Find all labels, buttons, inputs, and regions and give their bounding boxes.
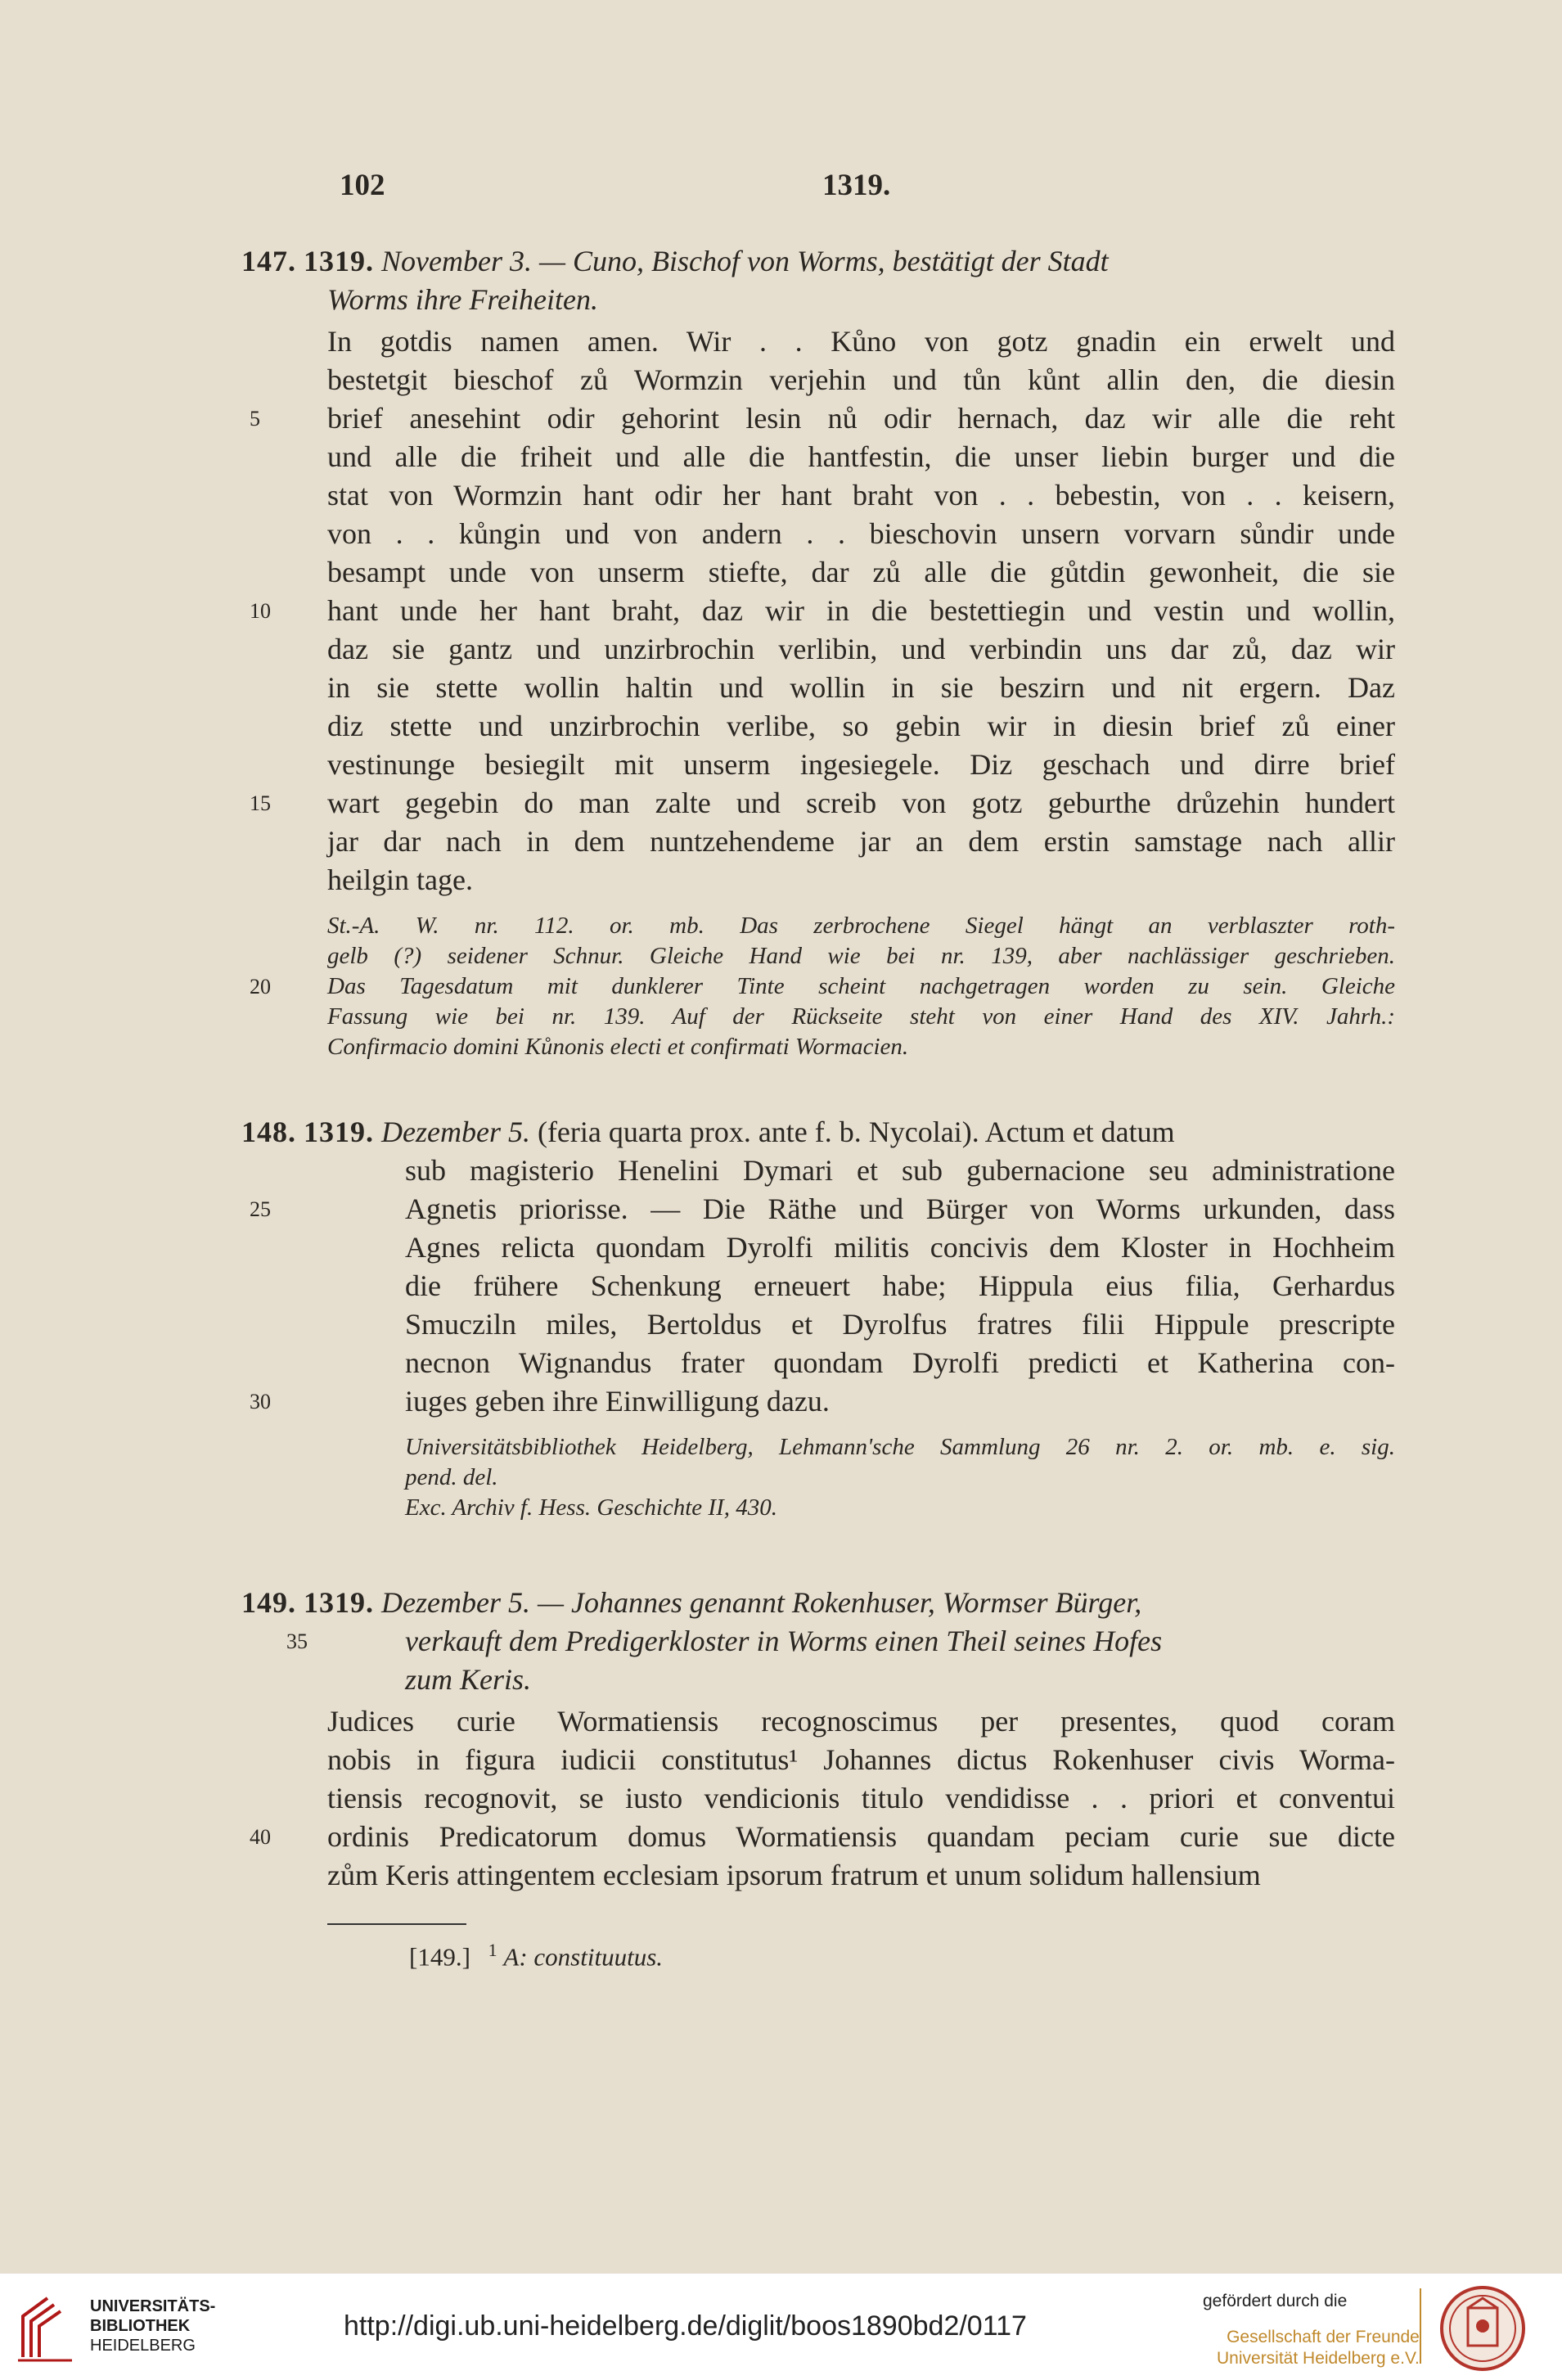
line-text: daz sie gantz und unzirbrochin verlibin, und verbindin uns dar zů, daz wir [327,633,1395,665]
line-number: 40 [250,1825,271,1849]
line-text: Agnes relicta quondam Dyrolfi militis concivis dem Kloster in Hochheim [405,1231,1395,1264]
line-text: sub magisterio Henelini Dymari et sub gubernacione seu administratione [405,1154,1395,1187]
entry-title-cont: zum Keris. [405,1663,532,1696]
line-number: 20 [250,975,271,998]
entry-title-line [241,1622,1395,1661]
text-line [327,553,1395,592]
entry-title: Dezember 5. — Johannes genannt Rokenhuser, Wormser Bürger, [381,1586,1142,1619]
line-number: 35 [286,1629,308,1653]
footnote-rule [327,1923,466,1925]
entry-title: (feria quarta prox. ante f. b. Nycolai). Actum et datum [537,1116,1175,1148]
text-line [250,1190,1395,1228]
entry-number: 148. [241,1116,296,1148]
text-line [327,476,1395,515]
line-text: tiensis recognovit, se iusto vendicionis titulo vendidisse . . priori et conventui [327,1782,1395,1814]
text-line [327,630,1395,669]
line-text: die frühere Schenkung erneuert habe; Hippula eius filia, Gerhardus [405,1269,1395,1302]
entry-year: 1319. [304,245,374,277]
line-text: heilgin tage. [327,863,473,896]
line-text: wart gegebin do man zalte und screib von gotz geburthe drůzehin hundert [327,787,1395,819]
page-number: 102 [340,169,385,202]
text-line [327,941,1395,971]
university-library-logo-icon [15,2292,80,2362]
text-line [250,971,1395,1002]
permalink-url[interactable]: http://digi.ub.uni-heidelberg.de/diglit/boos1890bd2/0117 [344,2310,1027,2342]
line-text: bestetgit bieschof zů Wormzin verjehin und tůn kůnt allin den, die diesin [327,363,1395,396]
line-text: jar dar nach in dem nuntzehendeme jar an dem erstin samstage nach allir [327,825,1395,858]
entry-text [250,1152,1395,1421]
line-text: in sie stette wollin haltin und wollin in sie beszirn und nit ergern. Daz [327,671,1395,704]
library-name-line: UNIVERSITÄTS- [90,2297,216,2315]
line-text: pend. del. [405,1464,498,1490]
line-text: nobis in figura iudicii constitutus¹ Johannes dictus Rokenhuser civis Worma- [327,1743,1395,1776]
entry-title-line [241,281,1395,319]
line-text: In gotdis namen amen. Wir . . Kůno von gotz gnadin ein erwelt und [327,325,1395,358]
line-text: Das Tagesdatum mit dunklerer Tinte scheint nachgetragen worden zu sein. Gleiche [327,973,1395,999]
text-line [327,911,1395,941]
entry-148 [241,1113,1395,1523]
text-line [327,1779,1395,1818]
line-text: ordinis Predicatorum domus Wormatiensis quandam peciam curie sue dicte [327,1820,1395,1853]
text-line [327,669,1395,707]
library-name [90,2297,215,2355]
line-text: Judices curie Wormatiensis recognoscimus per presentes, quod coram [327,1705,1395,1738]
text-line [405,1267,1395,1305]
entry-title-line [241,1584,1395,1622]
entry-notes [405,1432,1395,1523]
entry-title-line [241,1661,1395,1699]
entry-147 [241,242,1395,1062]
line-text: besampt unde von unserm stiefte, dar zů alle die gůtdin gewonheit, die sie [327,556,1395,588]
text-line [327,1002,1395,1032]
entry-text [250,322,1395,899]
text-line [327,1856,1395,1895]
society-name-line: Universität Heidelberg e.V. [1217,2349,1420,2368]
text-line [405,1152,1395,1190]
line-text: Fassung wie bei nr. 139. Auf der Rückseite steht von einer Hand des XIV. Jahrh.: [327,1003,1395,1030]
text-line [327,823,1395,861]
text-line [327,438,1395,476]
footnote-mark: 1 [488,1940,497,1960]
text-line [327,861,1395,899]
text-line [327,322,1395,361]
line-text: Universitätsbibliothek Heidelberg, Lehmann'sche Sammlung 26 nr. 2. or. mb. e. sig. [405,1434,1395,1460]
line-text: Confirmacio domini Kůnonis electi et confirmati Wormacien. [327,1034,909,1060]
text-line [250,592,1395,630]
sponsor-label: gefördert durch die [1203,2292,1348,2310]
society-name-line: Gesellschaft der Freunde [1227,2328,1420,2346]
entry-title-cont: Worms ihre Freiheiten. [327,283,598,316]
line-number: 25 [250,1197,271,1221]
text-line [405,1493,1395,1523]
text-line [327,515,1395,553]
line-text: stat von Wormzin hant odir her hant braht von . . bebestin, von . . keisern, [327,479,1395,512]
entry-year: 1319. [304,1586,374,1619]
text-line [405,1344,1395,1382]
entry-title: November 3. — Cuno, Bischof von Worms, bestätigt der Stadt [381,245,1109,277]
entry-text [250,1702,1395,1895]
text-line [327,361,1395,399]
line-text: St.-A. W. nr. 112. or. mb. Das zerbrochene Siegel hängt an verblaszter roth- [327,913,1395,939]
text-line [250,399,1395,438]
text-line [405,1305,1395,1344]
footnote-ref: [149.] [409,1942,470,1972]
viewer-footer [0,2274,1562,2380]
text-line [327,1032,1395,1062]
library-name-line: HEIDELBERG [90,2337,196,2355]
entry-date: Dezember 5. [381,1116,530,1148]
line-text: Smucziln miles, Bertoldus et Dyrolfus fratres filii Hippule prescripte [405,1308,1395,1341]
line-text: und alle die friheit und alle die hantfestin, die unser liebin burger und die [327,440,1395,473]
line-text: gelb (?) seidener Schnur. Gleiche Hand wie bei nr. 139, aber nachlässiger geschrieben. [327,943,1395,969]
line-text: necnon Wignandus frater quondam Dyrolfi predicti et Katherina con- [405,1346,1395,1379]
entry-number: 149. [241,1586,296,1619]
line-text: vestinunge besiegilt mit unserm ingesiegele. Diz geschach und dirre brief [327,748,1395,781]
text-line [405,1228,1395,1267]
line-text: iuges geben ihre Einwilligung dazu. [405,1385,830,1418]
line-text: Agnetis priorisse. — Die Räthe und Bürger von Worms urkunden, dass [405,1192,1395,1225]
line-text: zům Keris attingentem ecclesiam ipsorum fratrum et unum solidum hallensium [327,1859,1261,1891]
line-text: von . . kůngin und von andern . . bieschovin unsern vorvarn sůndir unde [327,517,1395,550]
text-line [327,1741,1395,1779]
text-line [327,746,1395,784]
footnote [409,1940,663,1972]
text-line [250,1818,1395,1856]
line-number: 10 [250,599,271,623]
society-name [1217,2327,1420,2369]
line-number: 5 [250,407,260,430]
entry-number: 147. [241,245,296,277]
library-name-line: BIBLIOTHEK [90,2317,191,2335]
entry-title-cont: verkauft dem Predigerkloster in Worms einen Theil seines Hofes [405,1625,1163,1657]
footer-divider [1420,2288,1421,2364]
line-text: brief anesehint odir gehorint lesin nů odir hernach, daz wir alle die reht [327,402,1395,435]
footnote-text: A: constituutus. [503,1942,664,1972]
entry-title-line [241,242,1395,281]
line-text: Exc. Archiv f. Hess. Geschichte II, 430. [405,1494,777,1521]
line-text: hant unde her hant braht, daz wir in die bestettiegin und vestin und wollin, [327,594,1395,627]
text-line [250,784,1395,823]
line-number: 15 [250,791,271,815]
line-text: diz stette und unzirbrochin verlibe, so gebin wir in diesin brief zů einer [327,710,1395,742]
entry-notes [250,911,1395,1062]
entry-year: 1319. [304,1116,374,1148]
line-number: 30 [250,1390,271,1413]
text-line [327,707,1395,746]
text-line [327,1702,1395,1741]
entry-title-line [241,1113,1395,1152]
university-seal-icon [1434,2283,1532,2373]
text-line [405,1432,1395,1463]
text-line [250,1382,1395,1421]
header-year: 1319. [822,169,891,202]
entry-149 [241,1584,1395,1895]
text-line [405,1463,1395,1493]
